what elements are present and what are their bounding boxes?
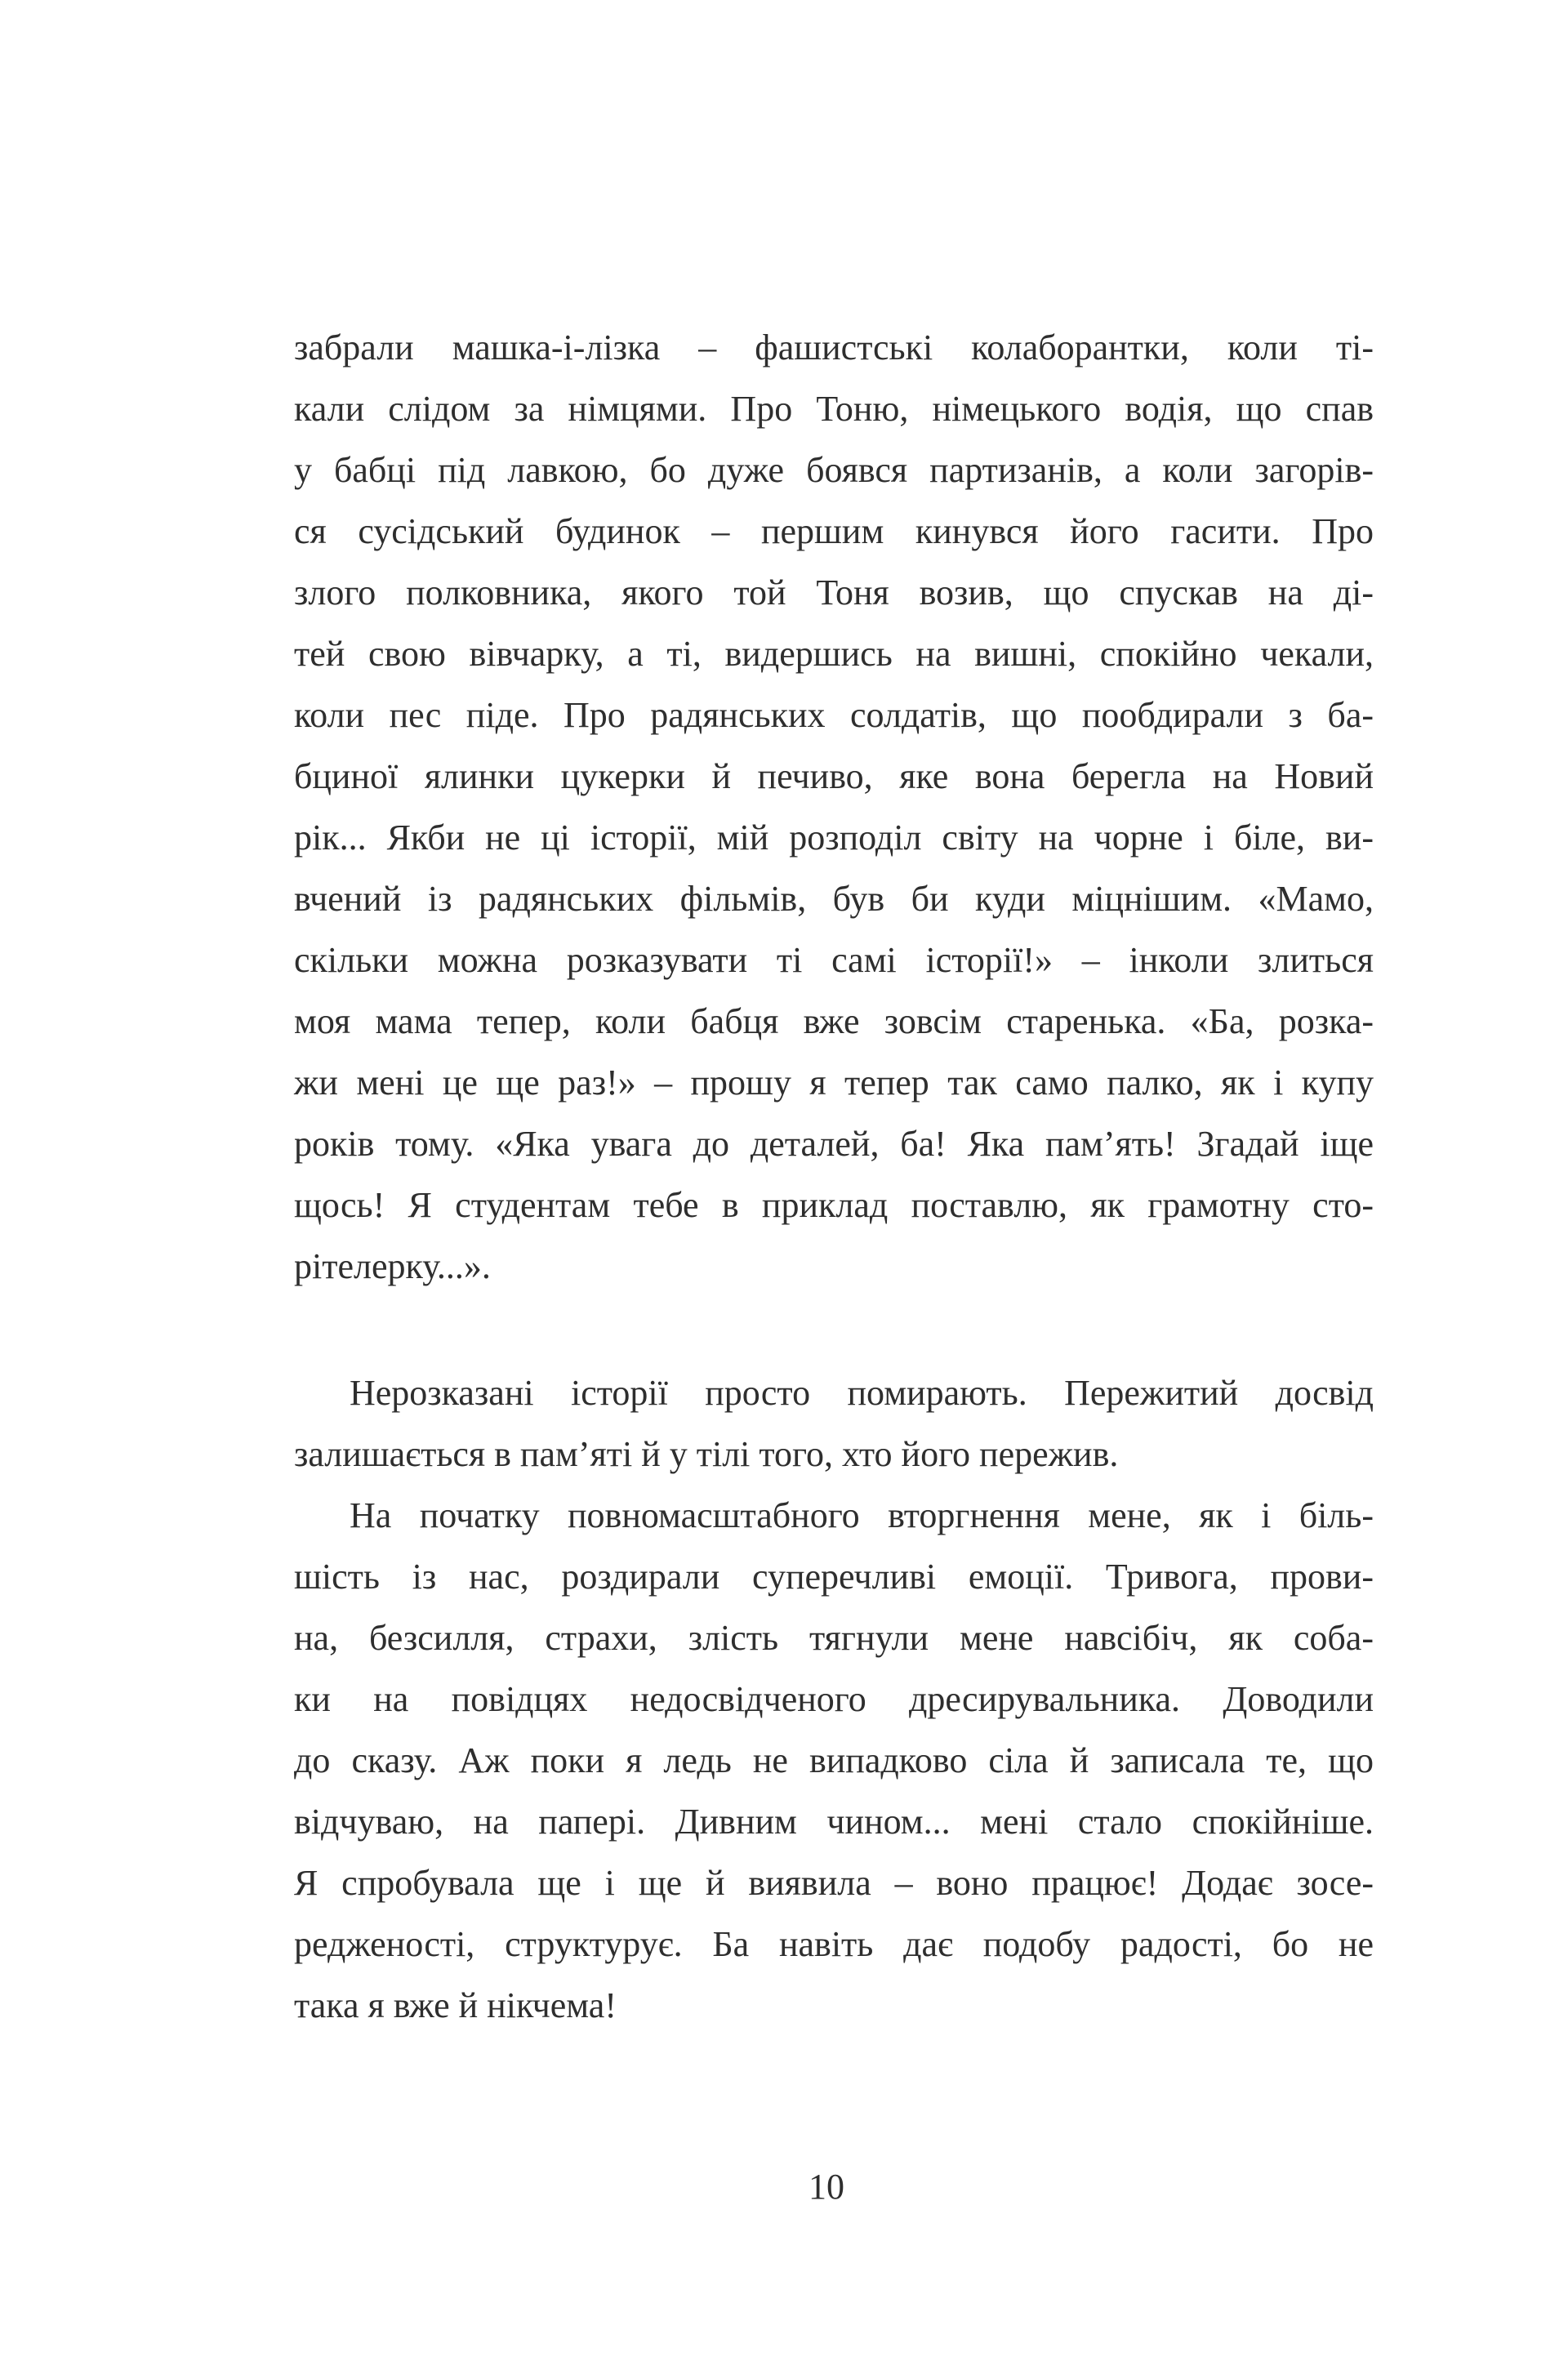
text-line: Я спробувала ще і ще й виявила – воно працює! Додає зосе- xyxy=(294,1863,1374,1903)
text-line: тей свою вівчарку, а ті, видершись на вишні, спокійно чекали, xyxy=(294,634,1374,674)
text-line: редженості, структурує. Ба навіть дає подобу радості, бо не xyxy=(294,1924,1374,1964)
text-line: жи мені це ще раз!» – прошу я тепер так само палко, як і купу xyxy=(294,1063,1374,1103)
text-line: у бабці під лавкою, бо дуже боявся партизанів, а коли загорів- xyxy=(294,450,1374,490)
text-line: забрали машка-і-лізка – фашистські колаборантки, коли ті- xyxy=(294,327,1374,368)
text-line: ся сусідський будинок – першим кинувся його гасити. Про xyxy=(294,511,1374,551)
text-line: вчений із радянських фільмів, був би куди міцнішим. «Мамо, xyxy=(294,879,1374,919)
text-line: залишається в пам’яті й у тілі того, хто його пережив. xyxy=(294,1434,1119,1474)
text-line: рік... Якби не ці історії, мій розподіл світу на чорне і біле, ви- xyxy=(294,818,1374,858)
text-line: кали слідом за німцями. Про Тоню, німецького водія, що спав xyxy=(294,389,1374,429)
text-line: бциної ялинки цукерки й печиво, яке вона берегла на Новий xyxy=(294,756,1374,796)
text-line: на, безсилля, страхи, злість тягнули мене навсібіч, як соба- xyxy=(294,1618,1374,1658)
paragraph-3 xyxy=(294,1485,1374,2036)
text-line: шість із нас, роздирали суперечливі емоції. Тривога, прови- xyxy=(294,1557,1374,1597)
text-line: Нерозказані історії просто помирають. Пережитий досвід xyxy=(350,1373,1374,1413)
text-line: злого полковника, якого той Тоня возив, що спускав на ді- xyxy=(294,572,1374,613)
text-line: моя мама тепер, коли бабця вже зовсім старенька. «Ба, розка- xyxy=(294,1001,1374,1041)
paragraph-1 xyxy=(294,317,1374,1297)
page-number: 10 xyxy=(808,2167,844,2207)
text-line: На початку повномасштабного вторгнення мене, як і біль- xyxy=(350,1495,1374,1535)
text-line: щось! Я студентам тебе в приклад поставлю, як грамотну сто- xyxy=(294,1185,1374,1225)
text-line: до сказу. Аж поки я ледь не випадково сіла й записала те, що xyxy=(294,1740,1374,1780)
text-line: така я вже й нікчема! xyxy=(294,1985,617,2025)
text-line: скільки можна розказувати ті самі історії!» – інколи злиться xyxy=(294,940,1374,980)
text-line: коли пес піде. Про радянських солдатів, що пообдирали з ба- xyxy=(294,695,1374,735)
text-line: відчуваю, на папері. Дивним чином... мені стало спокійніше. xyxy=(294,1802,1374,1842)
text-line: ки на повідцях недосвідченого дресирувальника. Доводили xyxy=(294,1679,1374,1719)
text-line: років тому. «Яка увага до деталей, ба! Яка пам’ять! Згадай іще xyxy=(294,1124,1374,1164)
text-line: рітелерку...». xyxy=(294,1246,491,1286)
paragraph-2 xyxy=(294,1362,1374,1485)
